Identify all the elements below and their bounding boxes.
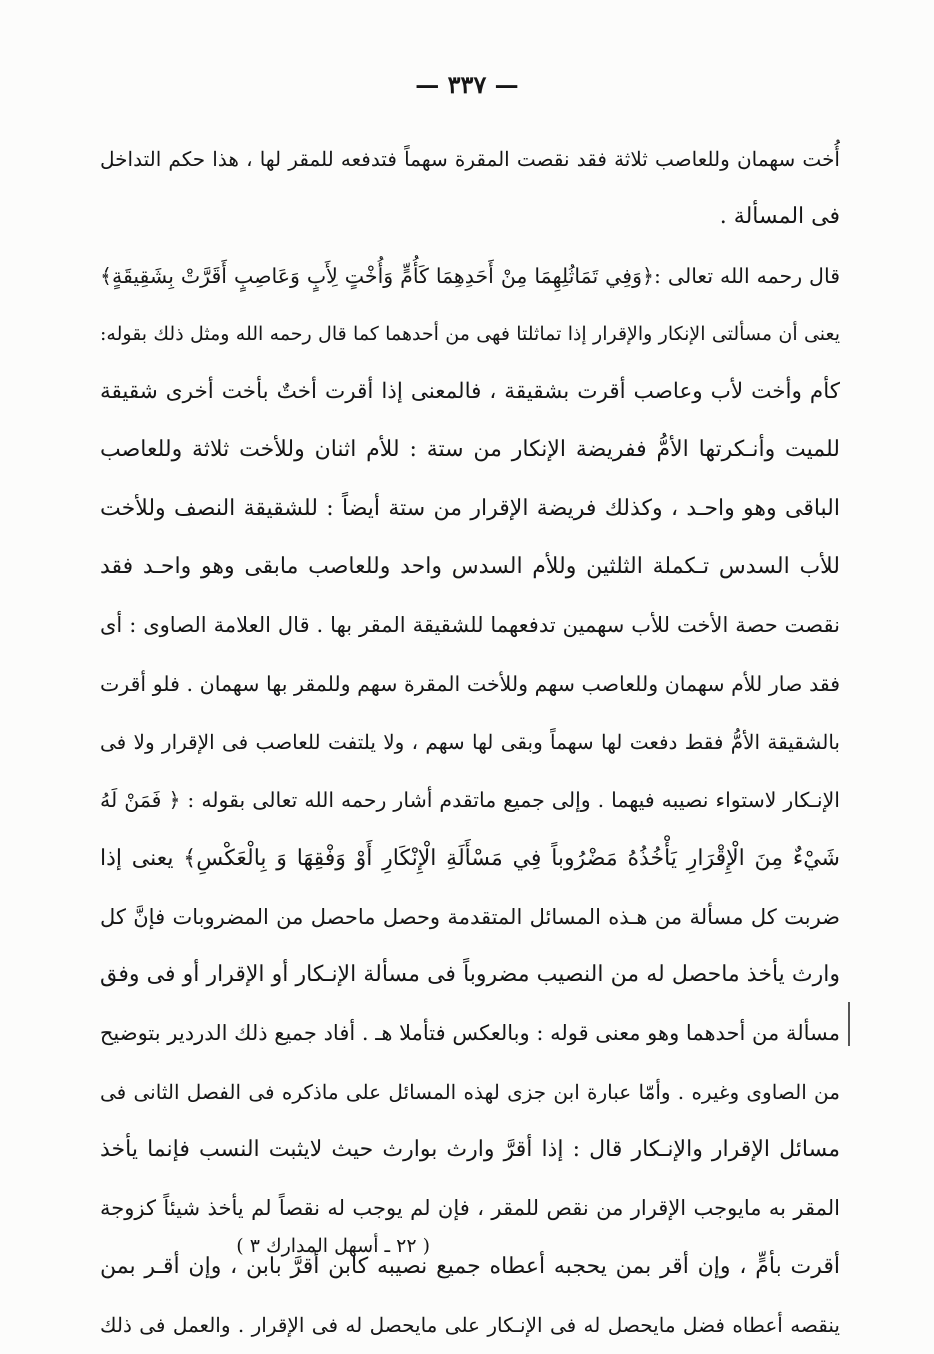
text-line: يعنى أن مسألتى الإنكار والإقرار إذا تماثلتا فهى من أحدهما كما قال رحمه الله ومثل ذلك بقوله: [100, 322, 840, 345]
text-line: المقر به مايوجب الإقرار من نقص للمقر ، فإن لم يوجب له نقصاً لم يأخذ شيئاً كزوجة [100, 1196, 840, 1221]
text-line: فقد صار للأم سهمان وللعاصب سهم وللأخت المقرة سهم وللمقر بها سهمان . فلو أقرت [100, 671, 840, 696]
text-line: مسألة من أحدهما وهو معنى قوله : وبالعكس فتأملا هـ . أفاد جميع ذلك الدردير بتوضيح [100, 1021, 840, 1046]
page-number: — ٣٣٧ — [415, 70, 519, 99]
text-line: ينقصه أعطاه فضل مايحصل له فى الإنـكار على مايحصل له فى الإقرار . والعمل فى ذلك [100, 1312, 840, 1337]
text-line: كأم وأخت لأب وعاصب أقرت بشقيقة ، فالمعنى إذا أقرت أختٌ بأخت أخرى شقيقة [100, 379, 840, 405]
body-text [100, 130, 840, 1354]
text-line: الإنـكار لاستواء نصيبه فيهما . وإلى جميع ماتقدم أشار رحمه الله تعالى بقوله : ﴿ فَمَنْ لَهُ [100, 788, 840, 813]
text-line: فى المسألة . [719, 204, 840, 230]
margin-mark [848, 1002, 850, 1046]
text-line: أقرت بأمٍّ ، وإن أقر بمن يحجبه أعطاه جميع نصيبه كابن أقرَّ بابن ، وإن أقـر بمن [100, 1253, 840, 1279]
text-line: شَيْءٌ مِنَ الْإِقْرَارِ يَأْخُذُهُ مَضْرُوباً فِي مَسْأَلَةِ الْإِنْكَارِ أَوْ وَفْقِهَا وَ بِالْعَكْسِ﴾ يعنى إذا [100, 845, 840, 871]
footer-signature: ( ٢٢ ـ أسهل المدارك ٣ ) [236, 1235, 430, 1257]
text-line: ضربت كل مسألة من هـذه المسائل المتقدمة وحصل ماحصل من المضروبات فإنَّ كل [100, 904, 840, 929]
text-line: مسائل الإقرار والإنـكار قال : إذا أقرَّ وارث بوارث حيث لايثبت النسب فإنما يأخذ [100, 1137, 840, 1163]
text-line: من الصاوى وغيره . وأمّا عبارة ابن جزى لهذه المسائل على ماذكره فى الفصل الثانى فى [100, 1079, 840, 1104]
text-line: الباقى وهو واحـد ، وكذلك فريضة الإقرار من ستة أيضاً : للشقيقة النصف وللأخت [100, 495, 840, 521]
text-line: نقصت حصة الأخت للأب سهمين تدفعهما للشقيقة المقر بها . قال العلامة الصاوى : أى [100, 613, 840, 638]
text-line: أُخت سهمان وللعاصب ثلاثة فقد نقصت المقرة سهماً فتدفعه للمقر لها ، هذا حكم التداخل [100, 147, 840, 171]
text-line: للميت وأنـكرتها الأمُّ ففريضة الإنكار من ستة : للأم اثنان وللأخت ثلاثة وللعاصب [100, 437, 840, 463]
text-line: للأب السدس تـكملة الثلثين وللأم السدس واحد وللعاصب مابقى وهو واحـد فقد [100, 554, 840, 580]
text-line: بالشقيقة الأمُّ فقط دفعت لها سهماً وبقى لها سهم ، ولا يلتفت للعاصب فى الإقرار ولا فى [100, 729, 840, 754]
text-line: وارث يأخذ ماحصل له من النصيب مضروباً فى مسألة الإنـكار أو الإقرار أو فى وفق [100, 962, 840, 988]
text-line: قال رحمه الله تعالى :﴿وَفِي تَمَاثُلِهِمَا مِنْ أَحَدِهِمَا كَأُمٍّ وَأُخْتٍ لِأَبٍ وَعَاصِبٍ أَقَرَّتْ بِشَقِيقَةٍ﴾ [100, 263, 840, 288]
